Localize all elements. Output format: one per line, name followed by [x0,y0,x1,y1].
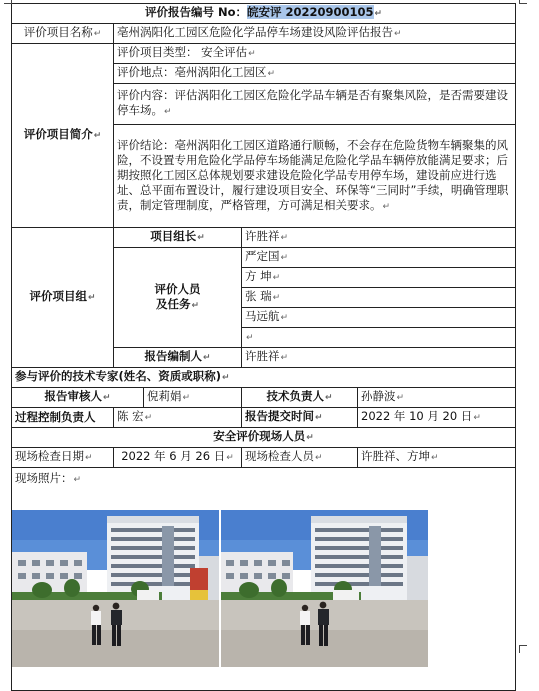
process-label: 过程控制负责人 [12,408,114,428]
summary-type: 评价项目类型： 安全评估↵ [114,44,516,64]
review-row [12,388,516,408]
submit-value: 2022 年 10 月 20 日↵ [358,408,516,428]
process-value: 陈 宏↵ [114,408,242,428]
site-photos [15,488,512,688]
experts-row [12,368,516,388]
member-value: 张 瑞↵ [242,288,516,308]
summary-content: 评价内容：评估涡阳化工园区危险化学品车辆是否有聚集风险，是否需要建设停车场。↵ [114,84,516,125]
summary-conclusion: 评价结论：亳州涡阳化工园区道路通行顺畅，不会存在危险货物车辆聚集的风险，不设置专用危险化学品停车场能满足危险化学品车辆停放能满足要求；后期按照化工园区总体规划要求建设危险化学品专用停车场，建设前应进行选址、总平面布置设计，履行建设项目安全、环保等“三同时”手续，明确管理职责，制定管理制度，严格管理，方可满足相关要求。↵ [114,125,516,228]
site-photos-label: 现场照片： [15,471,73,485]
project-name-label: 评价项目名称↵ [12,24,114,44]
member-value: 严定国↵ [242,248,516,268]
reviewer-value: 倪莉娟↵ [144,388,242,408]
leader-value: 许胜祥↵ [242,228,516,248]
leader-label: 项目组长↵ [114,228,242,248]
team-leader-row [12,228,516,248]
summary-label: 评价项目简介↵ [12,44,114,228]
report-number: 评价报告编号 No：皖安评 20220900105↵ [12,4,516,24]
site-photo [12,510,219,667]
reviewer-label: 报告审核人↵ [12,388,144,408]
evaluation-report-form [11,3,516,691]
member-value: 方 坤↵ [242,268,516,288]
editor-label: 报告编制人↵ [114,348,242,368]
site-date-value: 2022 年 6 月 26 日↵ [114,448,242,468]
summary-location: 评价地点：亳州涡阳化工园区↵ [114,64,516,84]
site-photo [221,510,428,667]
site-date-label: 现场检查日期↵ [12,448,114,468]
submit-label: 报告提交时间↵ [242,408,358,428]
member-value: ↵ [242,328,516,348]
process-row [12,408,516,428]
page-corner-mark [519,0,527,4]
report-number-value: 皖安评 20220900105 [247,5,374,19]
report-number-label: 评价报告编号 No： [144,5,247,19]
site-photos-row [12,468,516,691]
team-label: 评价项目组↵ [12,228,114,368]
site-photos-cell: 现场照片：↵ [12,468,516,691]
members-label: 评价人员 及任务↵ [114,248,242,348]
project-name-row [12,24,516,44]
site-staff-value: 许胜祥、方坤↵ [358,448,516,468]
page-corner-mark [4,0,12,4]
report-number-row [12,4,516,24]
editor-value: 许胜祥↵ [242,348,516,368]
tech-label: 技术负责人↵ [242,388,358,408]
site-header: 安全评价现场人员↵ [12,428,516,448]
page-corner-mark [519,645,527,653]
project-name-value: 亳州涡阳化工园区危险化学品停车场建设风险评估报告↵ [114,24,516,44]
site-header-row [12,428,516,448]
report-table [11,3,516,691]
tech-value: 孙静波↵ [358,388,516,408]
site-date-row [12,448,516,468]
member-value: 马远航↵ [242,308,516,328]
site-staff-label: 现场检查人员↵ [242,448,358,468]
summary-type-row [12,44,516,64]
experts-label: 参与评价的技术专家(姓名、资质或职称)↵ [12,368,516,388]
